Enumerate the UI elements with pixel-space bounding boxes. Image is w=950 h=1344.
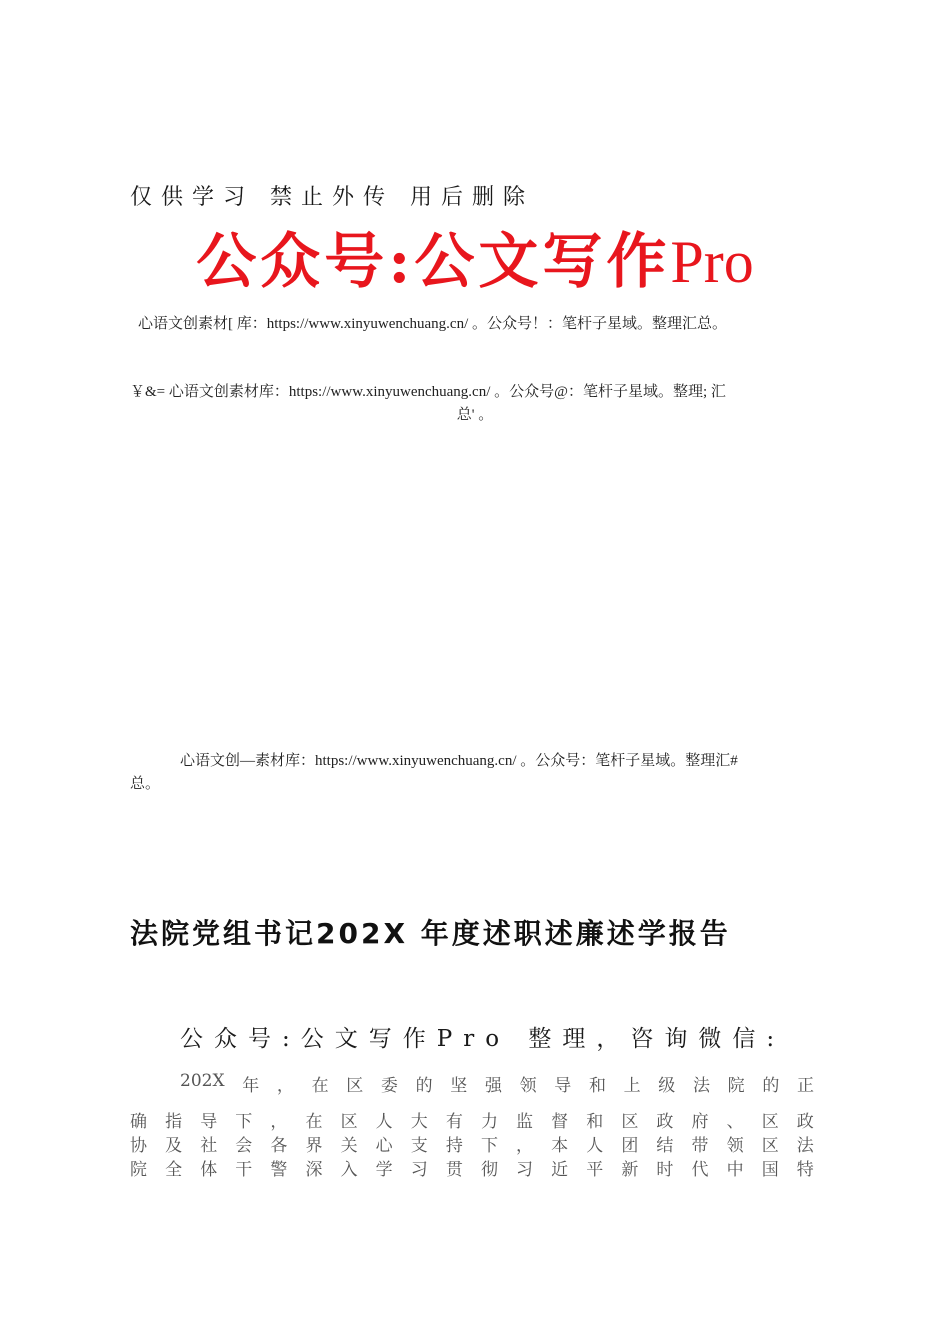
body-glyph: 平 [586, 1160, 604, 1180]
body-glyph: 委 [380, 1076, 398, 1096]
body-glyph: 深 [305, 1160, 323, 1180]
notice-text: 仅供学习 禁止外传 用后删除 [130, 185, 534, 210]
body-glyph: 级 [658, 1076, 676, 1096]
body-glyph: 区 [761, 1136, 779, 1156]
body-glyph: 和 [588, 1076, 606, 1096]
body-glyph: 各 [270, 1136, 288, 1156]
body-glyph: 时 [656, 1160, 674, 1180]
body-glyph: 在 [311, 1076, 329, 1096]
body-glyph: 有 [445, 1112, 463, 1132]
body-glyph: 指 [165, 1112, 183, 1132]
body-glyph: 正 [796, 1076, 814, 1096]
body-glyph: 的 [415, 1076, 433, 1096]
body-glyph: 社 [200, 1136, 218, 1156]
source-line-3: 心语文创—素材库：https://www.xinyuwenchuang.cn/ 。公众号：笔杆子星域。整理汇# [180, 753, 738, 769]
banner-pro-text: Pro [670, 229, 754, 295]
body-glyph: 大 [410, 1112, 428, 1132]
body-glyph: 人 [586, 1136, 604, 1156]
body-glyph: 心 [375, 1136, 393, 1156]
body-glyph: 结 [656, 1136, 674, 1156]
body-glyph: 督 [551, 1112, 569, 1132]
body-glyph: 强 [484, 1076, 502, 1096]
body-glyph: 确 [130, 1112, 147, 1132]
body-glyph: 近 [551, 1160, 569, 1180]
body-glyph: ， [270, 1112, 288, 1132]
body-glyph: 贯 [445, 1160, 463, 1180]
body-glyph: 代 [691, 1160, 709, 1180]
body-glyph: 年 [242, 1076, 260, 1096]
body-glyph: 体 [200, 1160, 218, 1180]
body-glyph: 政 [796, 1112, 814, 1132]
banner-heading [0, 222, 950, 302]
body-glyph: 法 [692, 1076, 710, 1096]
body-glyph: 力 [480, 1112, 498, 1132]
body-glyph: 坚 [450, 1076, 468, 1096]
body-glyph: 彻 [480, 1160, 498, 1180]
body-glyph: 导 [554, 1076, 572, 1096]
body-glyph: 下 [480, 1136, 498, 1156]
body-glyph: 领 [726, 1136, 744, 1156]
body-glyph: 及 [165, 1136, 183, 1156]
body-glyph: 在 [305, 1112, 323, 1132]
body-glyph: 的 [762, 1076, 780, 1096]
body-glyph: 导 [200, 1112, 218, 1132]
body-line-3 [130, 1131, 814, 1156]
body-glyph: 区 [621, 1112, 639, 1132]
body-glyph: 202X [180, 1071, 225, 1091]
body-glyph: 特 [796, 1160, 814, 1180]
body-glyph: ， [516, 1136, 534, 1156]
body-glyph: 习 [410, 1160, 428, 1180]
body-glyph: 区 [346, 1076, 364, 1096]
body-glyph: 会 [235, 1136, 253, 1156]
body-glyph: 中 [726, 1160, 744, 1180]
body-glyph: 习 [516, 1160, 534, 1180]
body-glyph: 带 [691, 1136, 709, 1156]
body-glyph: 人 [375, 1112, 393, 1132]
body-glyph: 、 [726, 1112, 744, 1132]
body-glyph: 法 [796, 1136, 814, 1156]
body-glyph: 支 [410, 1136, 428, 1156]
body-glyph: 警 [270, 1160, 288, 1180]
source-line-3-continued: 总。 [130, 776, 161, 792]
body-glyph: 全 [165, 1160, 183, 1180]
body-glyph: 和 [586, 1112, 604, 1132]
body-glyph: 本 [551, 1136, 569, 1156]
body-glyph: 新 [621, 1160, 639, 1180]
source-line-2-continued: 总' 。 [456, 407, 494, 423]
body-glyph: 领 [519, 1076, 537, 1096]
body-glyph: 入 [340, 1160, 358, 1180]
body-glyph: 协 [130, 1136, 147, 1156]
body-line-1 [180, 1071, 814, 1096]
body-glyph: 界 [305, 1136, 323, 1156]
body-glyph: 府 [691, 1112, 709, 1132]
official-account-line: 公众号:公文写作Pro 整理，咨询微信: [180, 1026, 786, 1052]
body-line-4 [130, 1155, 814, 1180]
document-title: 法院党组书记202X 年度述职述廉述学报告 [130, 917, 731, 950]
body-glyph: 关 [340, 1136, 358, 1156]
body-glyph: 区 [761, 1112, 779, 1132]
body-glyph: 持 [445, 1136, 463, 1156]
body-glyph: 政 [656, 1112, 674, 1132]
body-glyph: ， [276, 1076, 294, 1096]
source-line-2: ￥&= 心语文创素材库：https://www.xinyuwenchuang.cn/ 。公众号@：笔杆子星域。整理; 汇 [130, 384, 726, 400]
body-glyph: 下 [235, 1112, 253, 1132]
body-glyph: 学 [375, 1160, 393, 1180]
body-glyph: 区 [340, 1112, 358, 1132]
body-line-2 [130, 1107, 814, 1132]
banner-main-text: 公众号:公文写作 [196, 227, 671, 297]
body-glyph: 院 [130, 1160, 147, 1180]
body-glyph: 干 [235, 1160, 253, 1180]
body-glyph: 院 [727, 1076, 745, 1096]
body-glyph: 上 [623, 1076, 641, 1096]
body-glyph: 国 [761, 1160, 779, 1180]
body-glyph: 监 [516, 1112, 534, 1132]
body-glyph: 团 [621, 1136, 639, 1156]
source-line-1: 心语文创素材[ 库：https://www.xinyuwenchuang.cn/ 。公众号！：笔杆子星域。整理汇总。 [138, 316, 727, 332]
